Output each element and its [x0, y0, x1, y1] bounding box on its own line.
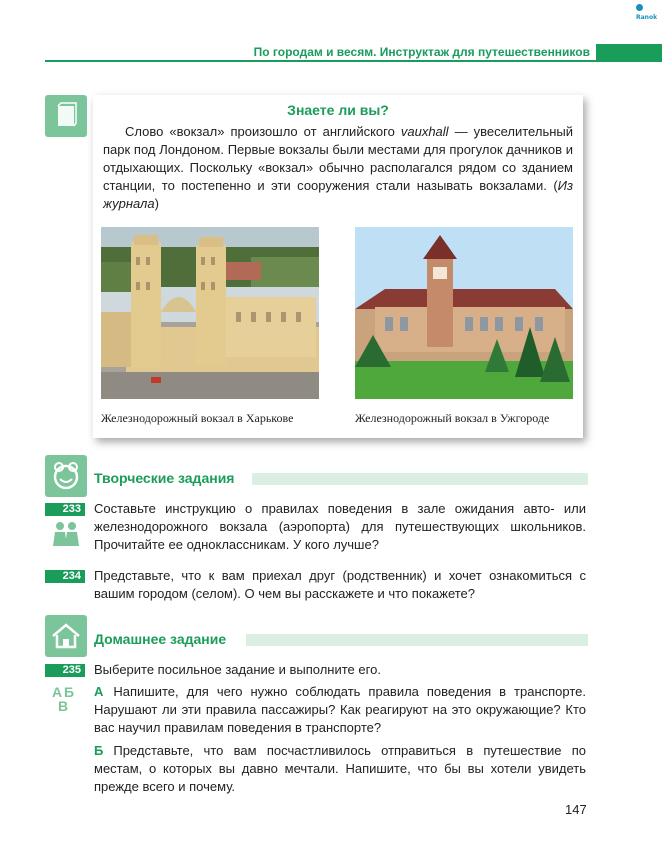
info-card-text: Слово «вокзал» произошло от английского vauxhall — увеселительный парк под Лондоном. Первые вокзалы были местами для прогулок дачников и отдыхающих. Поскольку «вокзал» обычно располагался рядом со зданием станции, то постепенно и эти сооружения стали называть вокзалами. (Из журнала) — [103, 124, 574, 211]
photo-2-caption: Железнодорожный вокзал в Ужгороде — [355, 411, 550, 425]
task-235-option-b: Б Представьте, что вам посчастливилось отправиться в путешествие по местам, о которых вы давно мечтали. Напишите, что бы вы хотели увидеть прежде всего и почему. — [94, 743, 586, 794]
option-b-label: Б — [94, 743, 104, 758]
uzhgorod-station-photo — [355, 227, 573, 399]
running-title: По городам и весям. Инструктаж для путешественников — [253, 45, 590, 59]
homework-section-bar — [246, 634, 588, 646]
header-bar — [596, 44, 662, 60]
abc-letters-icon — [50, 683, 82, 717]
info-card-title: Знаете ли вы? — [287, 102, 389, 118]
task-235-intro: Выберите посильное задание и выполните его. — [94, 662, 381, 677]
task-234-number: 234 — [45, 570, 85, 583]
book-icon — [45, 95, 87, 137]
task-235-option-a: А Напишите, для чего нужно соблюдать правила поведения в транспорте. Нарушают ли эти правила пассажиры? Как реагируют на это окружающие? Кто вас научил правилам поведения в транспорте? — [94, 684, 586, 735]
option-a-label: А — [94, 684, 104, 699]
homework-section-title: Домашнее задание — [94, 631, 227, 647]
kharkiv-station-photo — [101, 227, 319, 399]
svg-text:Б: Б — [64, 684, 75, 700]
group-people-icon — [51, 520, 81, 552]
page-number: 147 — [565, 802, 587, 817]
smiley-mask-icon — [45, 455, 87, 497]
task-234-text: Представьте, что к вам приехал друг (родственник) и хочет ознакомиться с вашим городом (селом). О чем вы расскажете и что покажете? — [94, 568, 586, 601]
svg-text:В: В — [58, 698, 69, 713]
svg-text:А: А — [52, 684, 63, 700]
photo-1-caption: Железнодорожный вокзал в Харькове — [101, 411, 294, 425]
task-235-number: 235 — [45, 664, 85, 677]
info-card — [93, 95, 583, 438]
header-rule — [45, 60, 662, 62]
house-icon — [45, 615, 87, 657]
task-233-text: Составьте инструкцию о правилах поведения в зале ожидания авто- или железнодорожного вокзала (аэропорта) для путешествующих школьников. Прочитайте ее одноклассникам. У кого лучше? — [94, 501, 586, 552]
creative-section-bar — [252, 473, 588, 485]
publisher-logo: Ranok — [636, 2, 662, 12]
creative-section-title: Творческие задания — [94, 470, 235, 486]
task-233-number: 233 — [45, 503, 85, 516]
